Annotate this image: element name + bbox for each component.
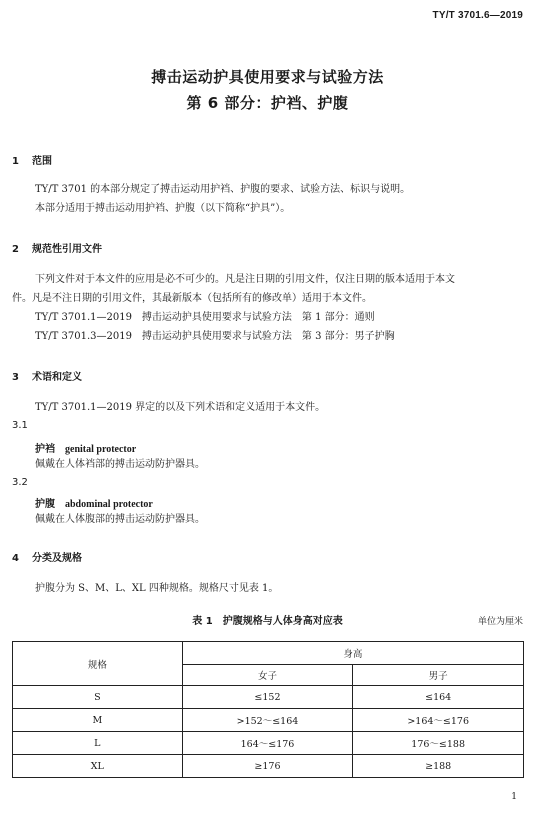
paragraph: 下列文件对于本文件的应用是必不可少的。凡是注日期的引用文件，仅注日期的版本适用于本文	[35, 274, 455, 285]
paragraph: TY/T 3701 的本部分规定了搏击运动用护裆、护腹的要求、试验方法、标识与说明。	[35, 184, 411, 195]
term-definition: 佩戴在人体腹部的搏击运动防护器具。	[35, 514, 205, 525]
section-title: 范围	[32, 156, 52, 167]
term-chinese: 护裆	[35, 444, 55, 455]
cell-spec: S	[13, 686, 183, 709]
standard-code: TY/T 3701.6—2019	[432, 10, 523, 21]
header-male: 男子	[353, 665, 524, 686]
cell-male: 176～≤188	[353, 732, 524, 755]
section-number: 3	[12, 372, 19, 383]
term-definition: 佩戴在人体裆部的搏击运动防护器具。	[35, 459, 205, 470]
section-title: 规范性引用文件	[32, 244, 102, 255]
paragraph: 件。凡是不注日期的引用文件，其最新版本（包括所有的修改单）适用于本文件。	[12, 293, 372, 304]
table-row	[13, 686, 524, 709]
cell-male: ≥188	[353, 755, 524, 778]
term-entry	[35, 495, 153, 510]
cell-male: ≤164	[353, 686, 524, 709]
table-row	[13, 732, 524, 755]
header-spec: 规格	[13, 642, 183, 686]
table-row	[13, 755, 524, 778]
term-chinese: 护腹	[35, 499, 55, 510]
paragraph: TY/T 3701.1—2019 界定的以及下列术语和定义适用于本文件。	[35, 402, 326, 413]
section-4-heading	[12, 549, 82, 564]
table-row	[13, 709, 524, 732]
paragraph: 护腹分为 S、M、L、XL 四种规格。规格尺寸见表 1。	[35, 583, 279, 594]
page-number: 1	[511, 792, 517, 802]
section-number: 4	[12, 553, 19, 564]
term-entry	[35, 440, 136, 455]
term-english: abdominal protector	[65, 499, 153, 510]
section-1-heading	[12, 152, 52, 167]
section-number: 2	[12, 244, 19, 255]
cell-spec: M	[13, 709, 183, 732]
section-title: 术语和定义	[32, 372, 82, 383]
term-number: 3.2	[12, 477, 28, 488]
normative-reference: TY/T 3701.1—2019 搏击运动护具使用要求与试验方法 第 1 部分：通则	[35, 312, 375, 323]
term-english: genital protector	[65, 444, 137, 455]
cell-spec: L	[13, 732, 183, 755]
header-height: 身高	[182, 642, 523, 665]
section-number: 1	[12, 156, 19, 167]
cell-female: 164～≤176	[182, 732, 353, 755]
table-caption: 表 1 护腹规格与人体身高对应表	[192, 616, 343, 627]
normative-reference: TY/T 3701.3—2019 搏击运动护具使用要求与试验方法 第 3 部分：男子护胸	[35, 331, 395, 342]
term-number: 3.1	[12, 420, 28, 431]
section-3-heading	[12, 368, 82, 383]
section-title: 分类及规格	[32, 553, 82, 564]
section-2-heading	[12, 240, 102, 255]
cell-male: >164～≤176	[353, 709, 524, 732]
cell-spec: XL	[13, 755, 183, 778]
table-unit: 单位为厘米	[477, 617, 523, 627]
document-title: 搏击运动护具使用要求与试验方法	[151, 68, 384, 86]
cell-female: ≤152	[182, 686, 353, 709]
document-subtitle: 第 6 部分：护裆、护腹	[186, 94, 349, 112]
paragraph: 本部分适用于搏击运动用护裆、护腹（以下简称“护具”）。	[35, 203, 291, 214]
header-female: 女子	[182, 665, 353, 686]
size-table	[12, 641, 524, 778]
cell-female: >152～≤164	[182, 709, 353, 732]
cell-female: ≥176	[182, 755, 353, 778]
